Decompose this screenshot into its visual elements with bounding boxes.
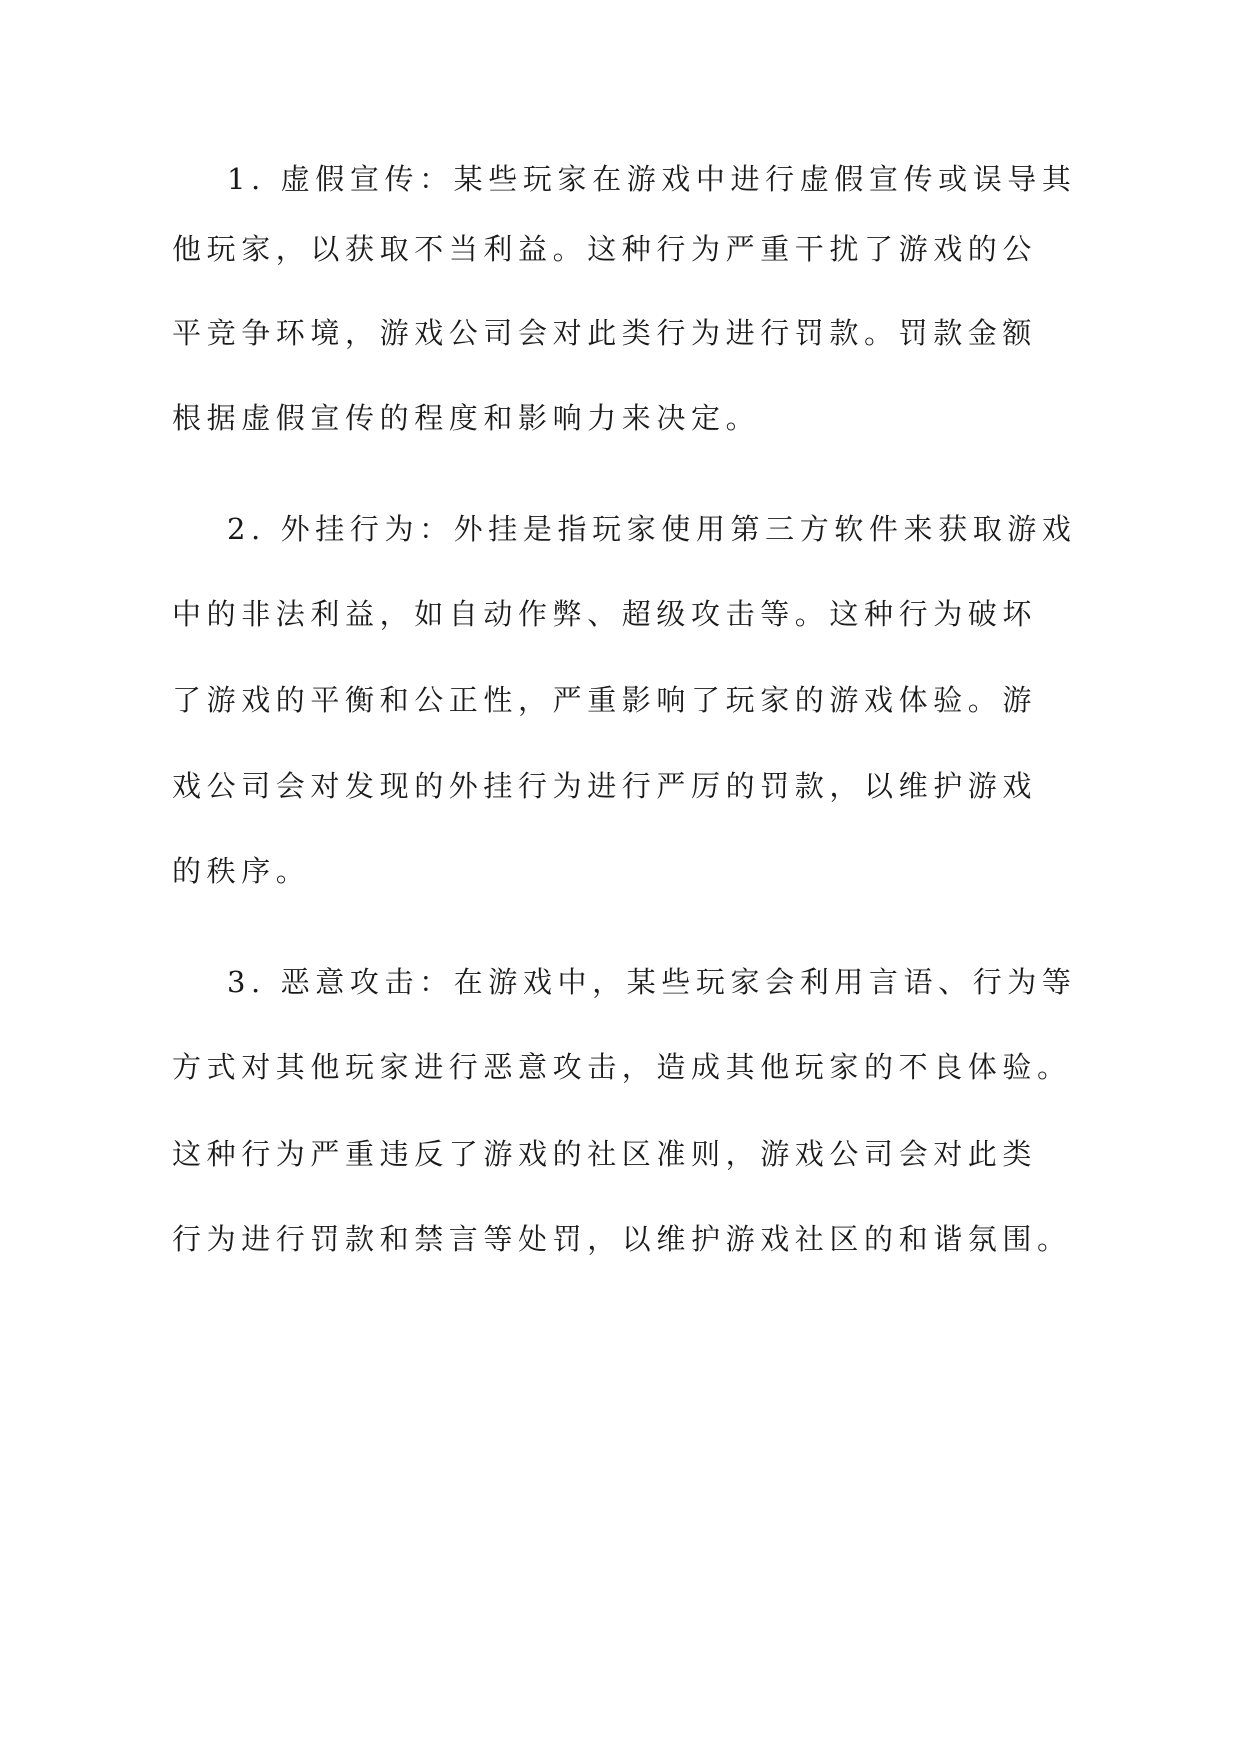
paragraph-3-line-2: 方式对其他玩家进行恶意攻击，造成其他玩家的不良体验。 [172, 1050, 1072, 1084]
paragraph-1-line-4: 根据虚假宣传的程度和影响力来决定。 [172, 401, 761, 435]
paragraph-2-line-4: 戏公司会对发现的外挂行为进行严厉的罚款，以维护游戏 [172, 769, 1038, 803]
paragraph-2-line-1: 2. 外挂行为：外挂是指玩家使用第三方软件来获取游戏 [227, 512, 1077, 546]
paragraph-2-line-3: 了游戏的平衡和公正性，严重影响了玩家的游戏体验。游 [172, 683, 1038, 717]
paragraph-3-line-1: 3. 恶意攻击：在游戏中，某些玩家会利用言语、行为等 [227, 965, 1077, 999]
paragraph-2-line-5: 的秩序。 [172, 854, 311, 888]
paragraph-3-line-4: 行为进行罚款和禁言等处罚，以维护游戏社区的和谐氛围。 [172, 1222, 1072, 1256]
paragraph-3-line-3: 这种行为严重违反了游戏的社区准则，游戏公司会对此类 [172, 1137, 1038, 1171]
paragraph-2-line-2: 中的非法利益，如自动作弊、超级攻击等。这种行为破坏 [172, 597, 1038, 631]
paragraph-1-line-3: 平竞争环境，游戏公司会对此类行为进行罚款。罚款金额 [172, 316, 1038, 350]
paragraph-1-line-2: 他玩家，以获取不当利益。这种行为严重干扰了游戏的公 [172, 232, 1038, 266]
paragraph-1-line-1: 1. 虚假宣传：某些玩家在游戏中进行虚假宣传或误导其 [227, 162, 1077, 196]
